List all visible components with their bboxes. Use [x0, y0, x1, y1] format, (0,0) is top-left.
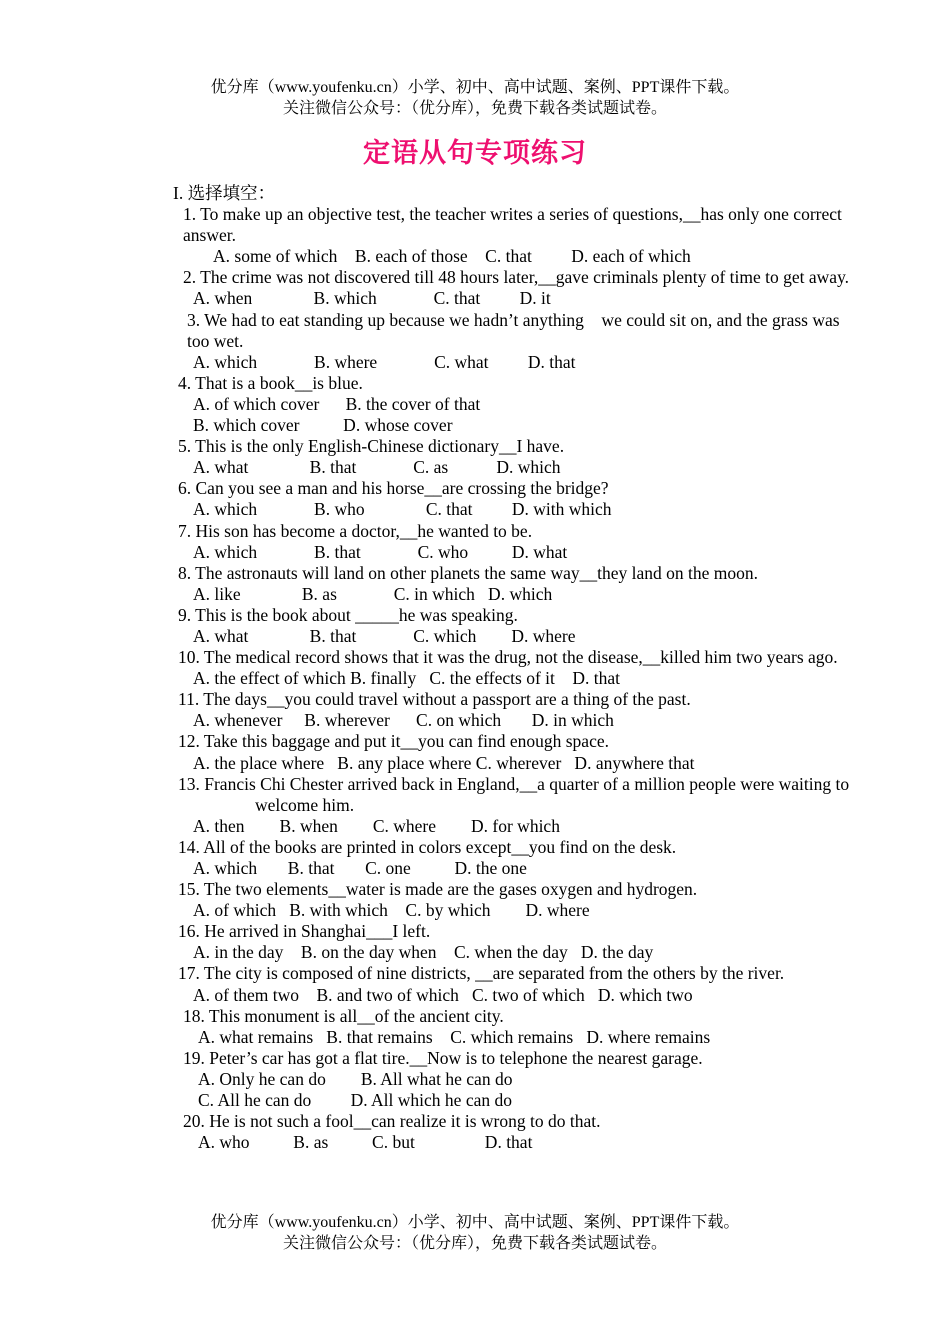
question-text: 6. Can you see a man and his horse__are crossing the bridge? [178, 478, 609, 499]
answer-options: B. which cover D. whose cover [193, 415, 453, 436]
page-header [0, 77, 950, 119]
question-text: 8. The astronauts will land on other planets the same way__they land on the moon. [178, 562, 758, 583]
answer-options: A. when B. which C. that D. it [193, 288, 551, 309]
question-item [173, 373, 853, 436]
question-text: 3. We had to eat standing up because we hadn’t anything we could sit on, and the grass was too wet. [187, 309, 844, 351]
exercise-body [173, 183, 853, 1153]
question-text: 13. Francis Chi Chester arrived back in England,__a quarter of a million people were waiting to welcome him. [178, 773, 854, 815]
question-item [173, 605, 853, 647]
answer-options: A. what B. that C. as D. which [193, 457, 561, 478]
question-text: 4. That is a book__is blue. [178, 372, 363, 393]
question-item [173, 478, 853, 520]
question-item [173, 647, 853, 689]
answer-options: A. the effect of which B. finally C. the effects of it D. that [193, 668, 621, 689]
question-item [173, 563, 853, 605]
answer-options: A. Only he can do B. All what he can do [198, 1068, 513, 1089]
section-heading: I. 选择填空： [173, 183, 276, 203]
question-item [173, 1111, 853, 1153]
header-line-2: 关注微信公众号：（优分库），免费下载各类试题试卷。 [282, 100, 667, 117]
answer-options: A. in the day B. on the day when C. when the day D. the day [193, 942, 654, 963]
question-text: 17. The city is composed of nine districts, __are separated from the others by the river. [178, 963, 785, 984]
question-item [173, 1006, 853, 1048]
question-item [173, 921, 853, 963]
question-text: 20. He is not such a fool__can realize it is wrong to do that. [183, 1111, 601, 1132]
question-text: 15. The two elements__water is made are the gases oxygen and hydrogen. [178, 879, 698, 900]
question-list [173, 204, 853, 1153]
question-item [173, 1048, 853, 1111]
page-footer [0, 1212, 950, 1254]
question-text: 18. This monument is all__of the ancient city. [183, 1005, 504, 1026]
page-title: 定语从句专项练习 [363, 138, 587, 169]
footer-line-1: 优分库（www.youfenku.cn）小学、初中、高中试题、案例、PPT课件下载。 [210, 1214, 740, 1231]
question-item [173, 204, 853, 267]
answer-options: A. like B. as C. in which D. which [193, 583, 553, 604]
answer-options: A. which B. that C. who D. what [193, 541, 568, 562]
answer-options: A. of them two B. and two of which C. two of which D. which two [193, 984, 693, 1005]
question-item [173, 731, 853, 773]
footer-line-2: 关注微信公众号：（优分库），免费下载各类试题试卷。 [282, 1235, 667, 1252]
question-text: 1. To make up an objective test, the teacher writes a series of questions,__has only one correct answer. [183, 204, 847, 246]
answer-options: A. which B. who C. that D. with which [193, 499, 612, 520]
question-item [173, 310, 853, 373]
answer-options: A. whenever B. wherever C. on which D. in which [193, 710, 614, 731]
question-item [173, 521, 853, 563]
answer-options: A. what B. that C. which D. where [193, 625, 576, 646]
question-item [173, 267, 853, 309]
answer-options: A. then B. when C. where D. for which [193, 815, 560, 836]
answer-options: A. some of which B. each of those C. that D. each of which [213, 246, 691, 267]
question-text: 2. The crime was not discovered till 48 hours later,__gave criminals plenty of time to get away. [183, 267, 850, 288]
question-text: 12. Take this baggage and put it__you can find enough space. [178, 731, 609, 752]
question-text: 9. This is the book about _____he was speaking. [178, 604, 518, 625]
answer-options: A. who B. as C. but D. that [198, 1132, 533, 1153]
answer-options: A. of which B. with which C. by which D. where [193, 900, 590, 921]
answer-options: A. which B. where C. what D. that [193, 351, 576, 372]
question-text: 5. This is the only English-Chinese dictionary__I have. [178, 436, 565, 457]
answer-options: A. what remains B. that remains C. which remains D. where remains [198, 1026, 711, 1047]
question-text: 14. All of the books are printed in colors except__you find on the desk. [178, 836, 677, 857]
answer-options: A. which B. that C. one D. the one [193, 858, 527, 878]
question-item [173, 837, 853, 879]
question-text: 7. His son has become a doctor,__he wanted to be. [178, 520, 533, 541]
question-item [173, 436, 853, 478]
question-item [173, 689, 853, 731]
question-text: 16. He arrived in Shanghai___I left. [178, 921, 431, 942]
question-text: 19. Peter’s car has got a flat tire.__Now is to telephone the nearest garage. [183, 1047, 703, 1068]
question-text: 11. The days__you could travel without a passport are a thing of the past. [178, 689, 691, 710]
question-item [173, 774, 853, 837]
question-text: 10. The medical record shows that it was the drug, not the disease,__killed him two years ago. [178, 647, 838, 668]
question-item [173, 879, 853, 921]
answer-options: A. of which cover B. the cover of that [193, 393, 481, 414]
answer-options: A. the place where B. any place where C. wherever D. anywhere that [193, 752, 695, 773]
header-line-1: 优分库（www.youfenku.cn）小学、初中、高中试题、案例、PPT课件下载。 [210, 79, 740, 96]
answer-options: C. All he can do D. All which he can do [198, 1090, 512, 1111]
question-item [173, 963, 853, 1005]
